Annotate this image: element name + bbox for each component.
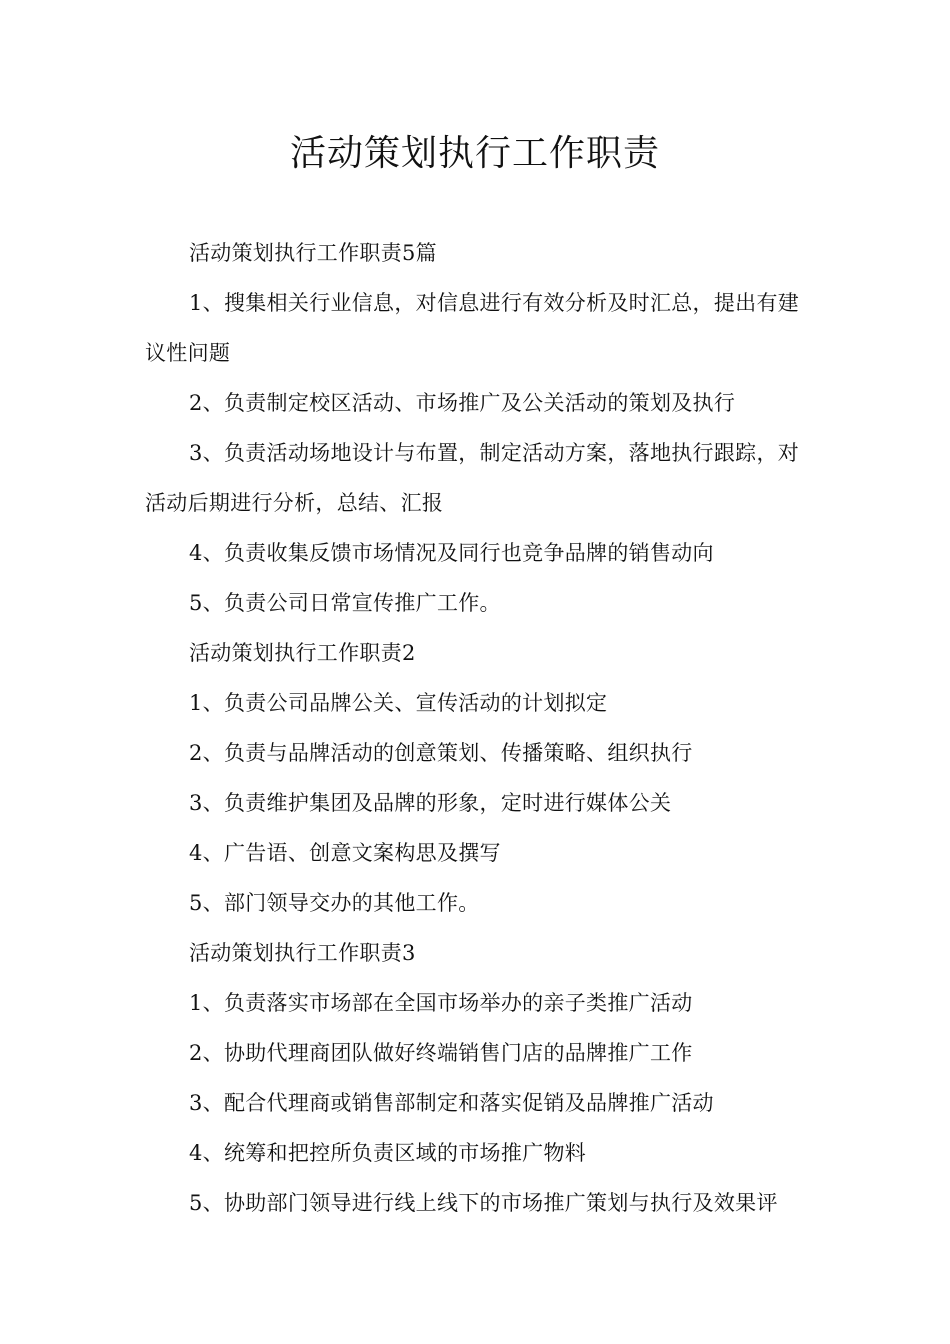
- paragraph: 4、广告语、创意文案构思及撰写: [189, 841, 501, 865]
- document-body: [145, 228, 809, 1228]
- paragraph: 2、负责制定校区活动、市场推广及公关活动的策划及执行: [189, 391, 736, 415]
- paragraph: 4、负责收集反馈市场情况及同行也竞争品牌的销售动向: [189, 541, 714, 565]
- paragraph: 5、协助部门领导进行线上线下的市场推广策划与执行及效果评: [189, 1191, 778, 1215]
- paragraph-section-heading: 活动策划执行工作职责3: [189, 941, 416, 965]
- paragraph: 1、搜集相关行业信息，对信息进行有效分析及时汇总，提出有建议性问题: [145, 291, 800, 365]
- paragraph: 2、协助代理商团队做好终端销售门店的品牌推广工作: [189, 1041, 693, 1065]
- paragraph: 1、负责落实市场部在全国市场举办的亲子类推广活动: [189, 991, 693, 1015]
- paragraph: 1、负责公司品牌公关、宣传活动的计划拟定: [189, 691, 608, 715]
- paragraph: 2、负责与品牌活动的创意策划、传播策略、组织执行: [189, 741, 693, 765]
- paragraph: 3、配合代理商或销售部制定和落实促销及品牌推广活动: [189, 1091, 714, 1115]
- paragraph-section-heading: 活动策划执行工作职责5篇: [189, 241, 437, 265]
- paragraph: 3、负责活动场地设计与布置，制定活动方案，落地执行跟踪，对活动后期进行分析，总结、汇报: [145, 441, 800, 515]
- paragraph: 4、统筹和把控所负责区域的市场推广物料: [189, 1141, 587, 1165]
- paragraph: 3、负责维护集团及品牌的形象，定时进行媒体公关: [189, 791, 672, 815]
- paragraph: 5、负责公司日常宣传推广工作。: [189, 591, 501, 615]
- document-title: 活动策划执行工作职责: [289, 133, 660, 174]
- paragraph: 5、部门领导交办的其他工作。: [189, 891, 480, 915]
- paragraph-section-heading: 活动策划执行工作职责2: [189, 641, 416, 665]
